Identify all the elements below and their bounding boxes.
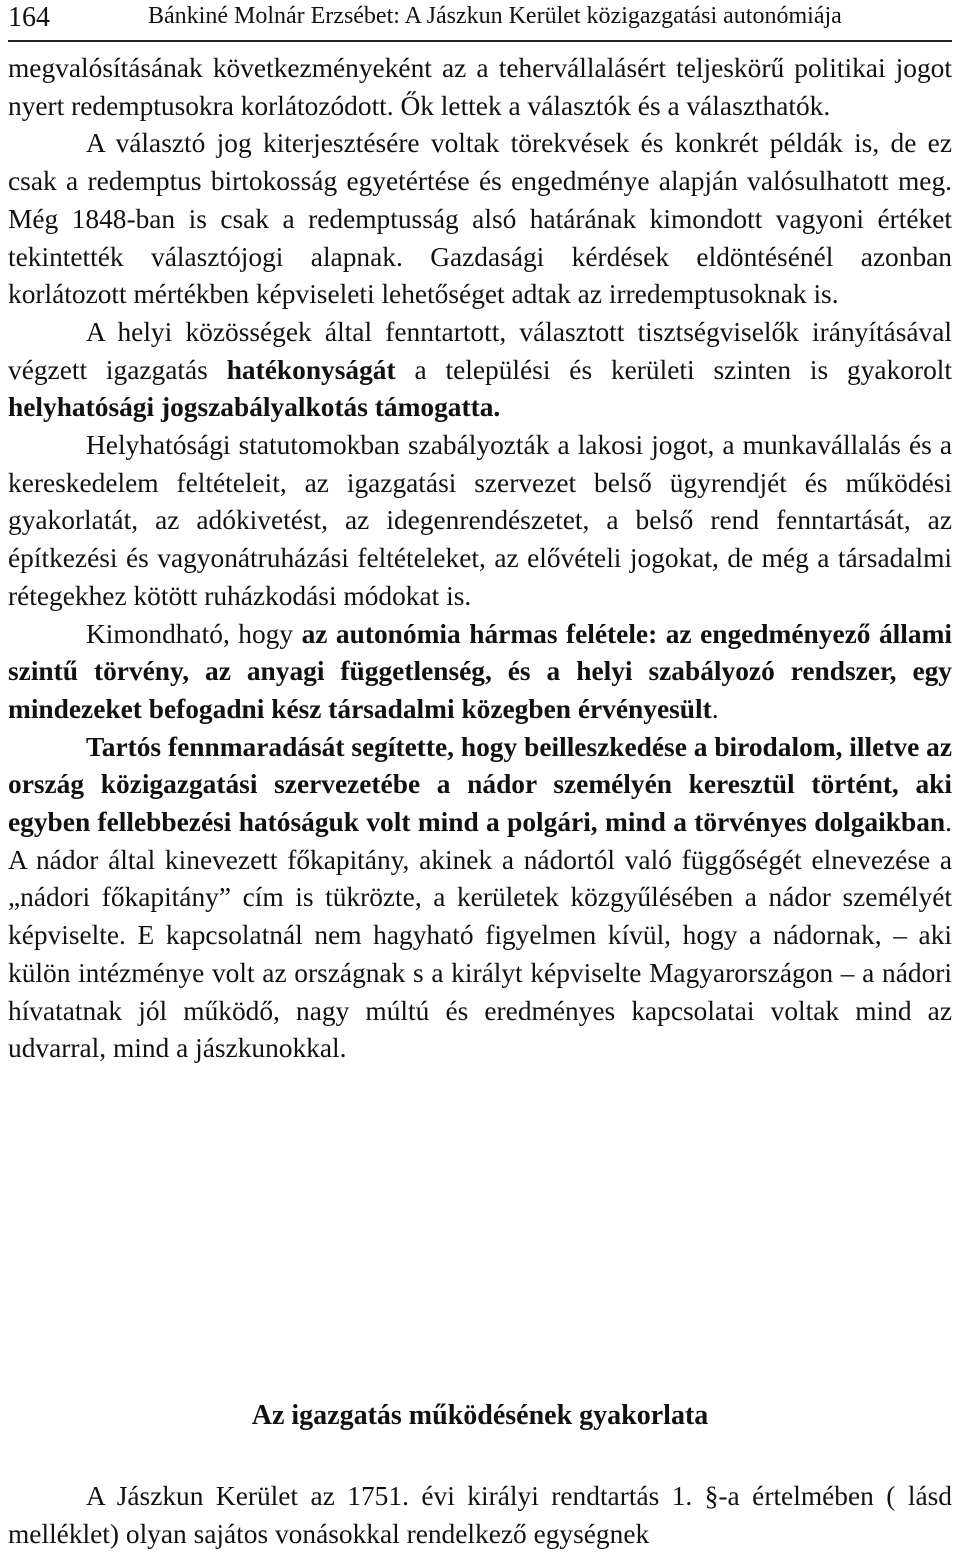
paragraph-3-text-a: A helyi közösségek által fenntartott, választott tisztségviselők irányításával végzett igazgatás <box>8 316 952 385</box>
page-header <box>8 0 952 42</box>
section-paragraph: A Jászkun Kerület az 1751. évi királyi rendtartás 1. §-a értelmében ( lásd melléklet) olyan sajátos vonásokkal rendelkező egységnek <box>8 1481 952 1549</box>
paragraph-6-text: . A nádor által kinevezett főkapitány, akinek a nádortól való függőségét elnevezése a „nádori főkapitány” cím is tükrözte, a kerületek közgyűlésében a nádor személyét képviselte. E kapcsolatnál nem hagyható figyelmen kívül, hogy a nádornak, – aki külön intézménye volt az országnak s a királyt képviselte Magyarországon – a nádori hívatatnak jól működő, nagy múltú és eredményes kapcsolatai voltak mind az udvarral, mind a jászkunokkal. <box>8 807 952 1064</box>
paragraph-5-bold: az autonómia hármas felétele: az engedményező állami szintű törvény, az anyagi függetlenség, és a helyi szabályozó rendszer, egy mindezeket befogadni kész társadalmi közegben érvényesült <box>8 618 952 724</box>
paragraph-4: Helyhatósági statutomokban szabályozták a lakosi jogot, a munkavállalás és a kereskedelem feltételeit, az igazgatási szervezet belső ügyrendjét és működési gyakorlatát, az adókivetést, az idegenrendészetet, a belső rend fenntartását, az építkezési és vagyonátruházási feltételeket, az elővételi jogokat, de még a társadalmi rétegekhez kötött ruházkodási módokat is. <box>8 430 952 611</box>
paragraph-6 <box>8 729 952 1068</box>
paragraph-1: megvalósításának következményeként az a tehervállalásért teljeskörű politikai jogot nyert redemptusokra korlátozódott. Ők lettek a választók és a választhatók. <box>8 53 952 121</box>
paragraph-3-text-b: a települési és kerületi szinten is gyakorolt <box>395 354 952 385</box>
section-body <box>8 1477 952 1553</box>
paragraph-5 <box>8 616 952 729</box>
paragraph-6-bold: Tartós fennmaradását segítette, hogy beilleszkedése a birodalom, illetve az ország közigazgatási szervezetébe a nádor személyén keresztül történt, aki egyben fellebbezési hatóságuk volt mind a polgári, mind a törvényes dolgaikban <box>8 731 952 838</box>
paragraph-2: A választó jog kiterjesztésére voltak törekvések és konkrét példák is, de ez csak a redemptus birtokosság egyetértése és engedménye alapján valósulhatott meg. Még 1848-ban is csak a redemptusság alsó határának kimondott vagyoni értéket tekintették választójogi alapnak. Gazdasági kérdések eldöntésénél azonban korlátozott mértékben képviseleti lehetőséget adtak az irredemptusoknak is. <box>8 128 952 310</box>
paragraph-5-text-b: . <box>711 693 719 724</box>
paragraph-3-bold-b: helyhatósági jogszabályalkotás támogatta. <box>8 392 501 423</box>
section-heading: Az igazgatás működésének gyakorlata <box>251 1400 709 1431</box>
paragraph-3 <box>8 314 952 427</box>
running-title: Bánkiné Molnár Erzsébet: A Jászkun Kerület közigazgatási autonómiája <box>148 3 842 29</box>
document-page <box>8 0 952 1555</box>
page-number: 164 <box>8 2 50 33</box>
paragraph-5-text-a: Kimondható, hogy <box>86 618 302 649</box>
paragraph-3-bold-a: hatékonyságát <box>226 354 396 385</box>
body-text <box>8 50 952 1068</box>
